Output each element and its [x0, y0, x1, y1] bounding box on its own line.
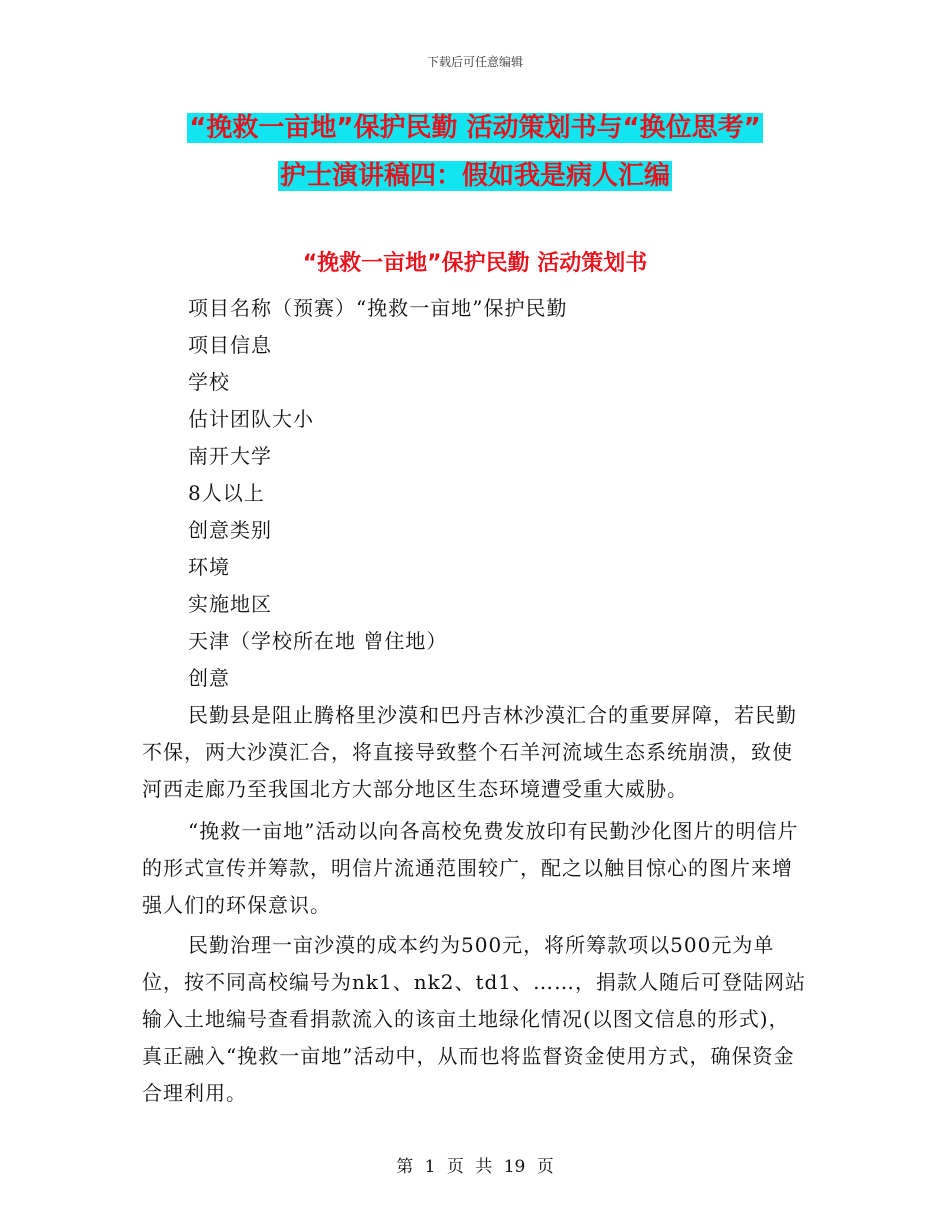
info-item: 创意类别: [188, 518, 272, 542]
page-footer: 第 1 页 共 19 页: [396, 1157, 554, 1177]
info-item: 南开大学: [188, 444, 272, 468]
body-paragraph: 民勤县是阻止腾格里沙漠和巴丹吉林沙漠汇合的重要屏障，若民勤不保，两大沙漠汇合，将直接导致整个石羊河流域生态系统崩溃，致使河西走廊乃至我国北方大部分地区生态环境遭受重大威胁。: [142, 703, 797, 801]
title-highlight-2: 护士演讲稿四：假如我是病人汇编: [279, 161, 670, 191]
info-item: 估计团队大小: [188, 407, 314, 431]
info-item: 项目信息: [188, 333, 272, 357]
section-title: “挽救一亩地”保护民勤 活动策划书: [302, 251, 648, 276]
info-item: 实施地区: [188, 592, 272, 616]
info-item: 天津（学校所在地 曾住地）: [188, 629, 448, 653]
info-item: 学校: [188, 370, 230, 394]
info-item: 项目名称（预赛）“挽救一亩地”保护民勤: [188, 296, 568, 320]
info-item: 创意: [188, 666, 230, 690]
info-item: 8人以上: [188, 481, 265, 505]
body-paragraph: “挽救一亩地”活动以向各高校免费发放印有民勤沙化图片的明信片的形式宣传并筹款，明信片流通范围较广，配之以触目惊心的图片来增强人们的环保意识。: [142, 819, 799, 917]
document-title-line-1: [0, 108, 950, 148]
info-item: 环境: [188, 555, 230, 579]
project-info-list: [188, 290, 567, 697]
body-paragraph: 民勤治理一亩沙漠的成本约为500元，将所筹款项以500元为单位，按不同高校编号为nk1、nk2、td1、……，捐款人随后可登陆网站输入土地编号查看捐款流入的该亩土地绿化情况(以图文信息的形式)，真正融入“挽救一亩地”活动中，从而也将监督资金使用方式，确保资金合理利用。: [142, 933, 807, 1105]
header-note: 下载后可任意编辑: [426, 55, 523, 69]
document-title-line-2: [0, 156, 950, 196]
title-highlight-1: “挽救一亩地”保护民勤 活动策划书与“换位思考”: [189, 113, 761, 143]
